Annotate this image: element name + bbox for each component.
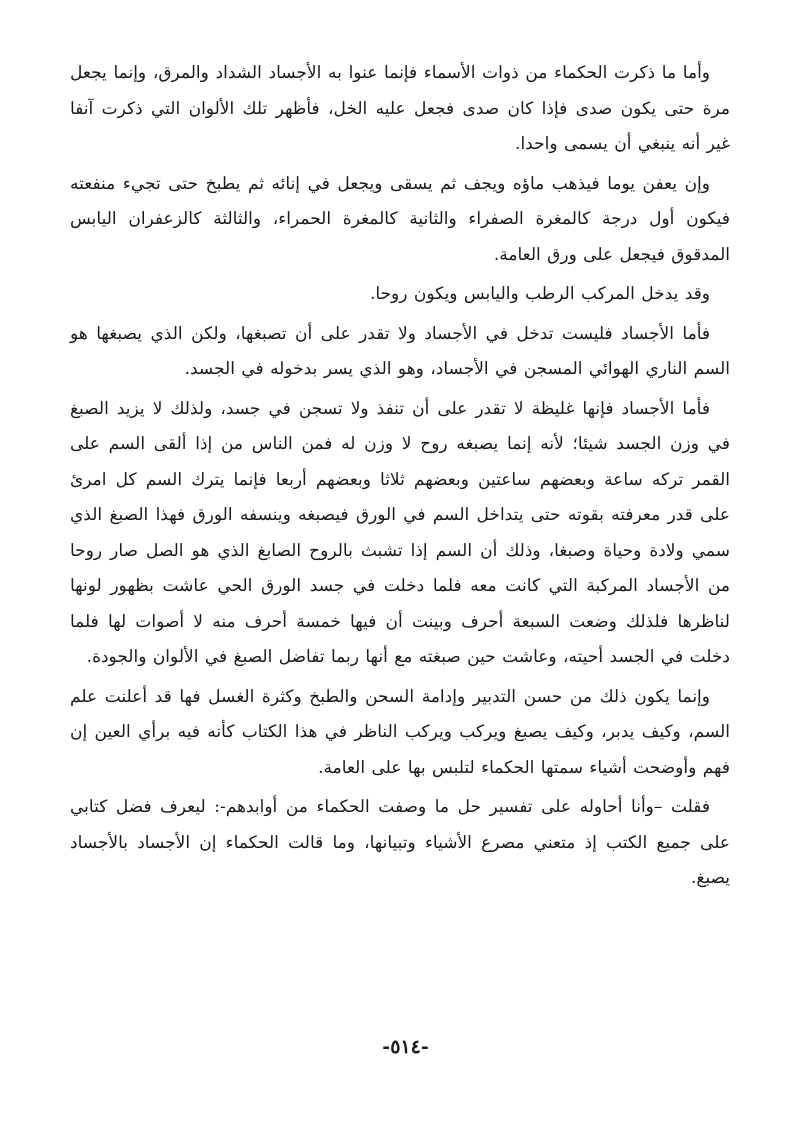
paragraph-2: وإن يعفن يوما فيذهب ماؤه ويجف ثم يسقى ويجعل في إنائه ثم يطبخ حتى تجيء منفعته فيكون أول درجة كالمغرة الصفراء والثانية كالمغرة الحمراء، والثالثة كالزعفران اليابس المدقوق فيجعل على ورق العامة. (70, 173, 730, 265)
page-number: -٥١٤- (382, 1036, 429, 1058)
paragraph-6: وإنما يكون ذلك من حسن التدبير وإدامة السحن والطبخ وكثرة الغسل فها قد أعلنت علم السم، وكيف يدبر، وكيف يصبغ ويركب ويركب الناظر في هذا الكتاب كأنه فيه برأي العين إن فهم وأوضحت أشياء سمتها الحكماء لتلبس بها على العامة. (70, 686, 730, 778)
paragraph-1: وأما ما ذكرت الحكماء من ذوات الأسماء فإنما عنوا به الأجساد الشداد والمرق، وإنما يجعل مرة حتى يكون صدى فإذا كان صدى فجعل عليه الخل، فأظهر تلك الألوان التي ذكرت آنفا غير أنه ينبغي أن يسمى واحدا. (70, 63, 730, 154)
paragraph-5: فأما الأجساد فإنها غليظة لا تقدر على أن تنفذ ولا تسجن في جسد، ولذلك لا يزيد الصبغ في وزن الجسد شيئا؛ لأنه إنما يصبغه روح لا وزن له فمن الناس من إذا ألقى السم على القمر تركه ساعة وبعضهم ساعتين وبعضهم ثلاثا وبعضهم أربعا فإنما يترك السم كل امرئ على قدر معرفته بقوته حتى يتداخل السم في الورق فيصبغه وينسفه الورق فهذا الصبغ الذي سمي ولادة وحياة وصبغا، وذلك أن السم إذا تشبث بالروح الصابغ الذي هو الصل صار روحا من الأجساد المركبة التي كانت معه فلما دخلت في جسد الورق الحي عاشت بظهور لونها لناظرها فلذلك وضعت السبعة أحرف وبينت أن فيها خمسة أحرف منه لا أصوات لها فلما دخلت في الجسد أحيته، وعاشت حين صبغته مع أنها ربما تفاضل الصبغ في الألوان والجودة. (70, 398, 730, 667)
paragraph-4: فأما الأجساد فليست تدخل في الأجساد ولا تقدر على أن تصبغها، ولكن الذي يصبغها هو السم الناري الهوائي المسجن في الأجساد، وهو الذي يسر بدخوله في الجسد. (70, 323, 730, 379)
paragraph-7: فقلت –وأنا أحاوله على تفسير حل ما وصفت الحكماء من أوابدهم-: ليعرف فضل كتابي على جميع الكتب إذ متعني مصرع الأشياء وتبيانها، وما قالت الحكماء إن الأجساد بالأجساد يصبغ. (70, 797, 730, 888)
document-page (70, 56, 730, 901)
paragraph-3: وقد يدخل المركب الرطب واليابس ويكون روحا. (369, 284, 710, 304)
